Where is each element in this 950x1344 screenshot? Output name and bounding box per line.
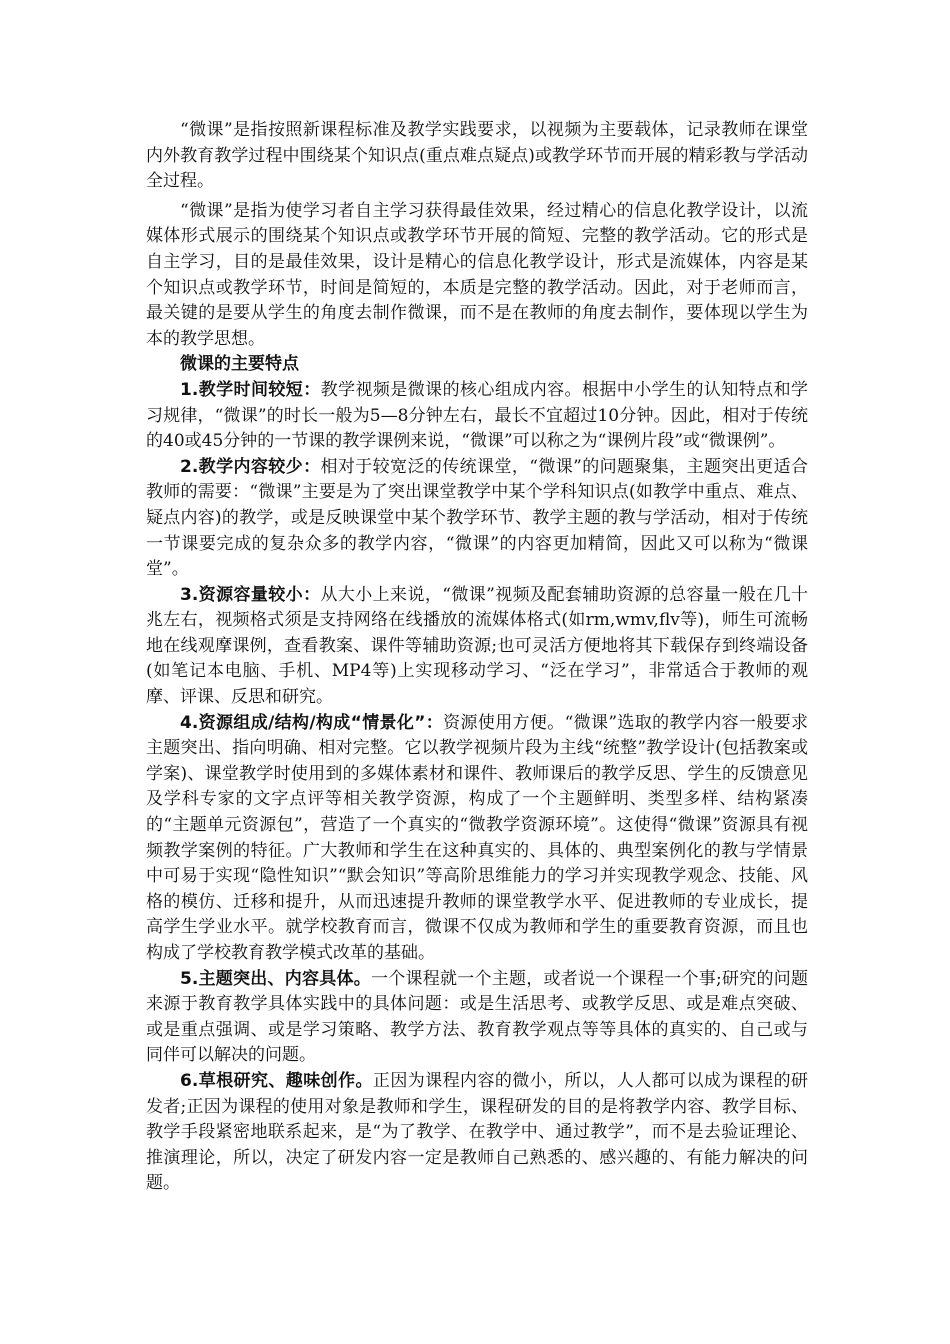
feature-paragraph-1 [146,378,808,455]
feature-text: 相对于较宽泛的传统课堂，“微课”的问题聚集，主题突出更适合教师的需要：“微课”主要是为了突出课堂教学中某个学科知识点(如教学中重点、难点、疑点内容)的教学，或是反映课堂中某个教学环节、教学主题的教与学活动，相对于传统一节课要完成的复杂众多的教学内容，“微课”的内容更加精简，因此又可以称为“微课堂”。 [146,456,808,580]
feature-text: 正因为课程内容的微小，所以，人人都可以成为课程的研发者;正因为课程的使用对象是教师和学生，课程研发的目的是将教学内容、教学目标、教学手段紧密地联系起来，是“为了教学、在教学中、通过教学”，而不是去验证理论、推演理论，所以，决定了研发内容一定是教师自己熟悉的、感兴趣的、有能力解决的问题。 [146,1070,809,1194]
feature-text: 教学视频是微课的核心组成内容。根据中小学生的认知特点和学习规律，“微课”的时长一般为5—8分钟左右，最长不宜超过10分钟。因此，相对于传统的40或45分钟的一节课的教学课例来说，“微课”可以称之为“课例片段”或“微课例”。 [146,379,808,452]
feature-lead: 6.草根研究、趣味创作。 [180,1070,373,1091]
feature-paragraph-6 [146,1069,808,1197]
document-body [146,118,808,1197]
intro-paragraph-1: “微课”是指按照新课程标准及教学实践要求，以视频为主要载体，记录教师在课堂内外教育教学过程中围绕某个知识点(重点难点疑点)或教学环节而开展的精彩教与学活动全过程。 [146,120,808,192]
feature-paragraph-4 [146,711,808,967]
intro-paragraph-2: “微课”是指为使学习者自主学习获得最佳效果，经过精心的信息化教学设计，以流媒体形式展示的围绕某个知识点或教学环节开展的简短、完整的教学活动。它的形式是自主学习，目的是最佳效果，设计是精心的信息化教学设计，形式是流媒体，内容是某个知识点或教学环节，时间是简短的，本质是完整的教学活动。因此，对于老师而言，最关键的是要从学生的角度去制作微课，而不是在教师的角度去制作，要体现以学生为本的教学思想。 [146,200,808,349]
feature-text: 资源使用方便。“微课”选取的教学内容一般要求主题突出、指向明确、相对完整。它以教学视频片段为主线“统整”教学设计(包括教案或学案)、课堂教学时使用到的多媒体素材和课件、教师课后的教学反思、学生的反馈意见及学科专家的文字点评等相关教学资源，构成了一个主题鲜明、类型多样、结构紧凑的“主题单元资源包”，营造了一个真实的“微教学资源环境”。这使得“微课”资源具有视频教学案例的特征。广大教师和学生在这种真实的、具体的、典型案例化的教与学情景中可易于实现“隐性知识”“默会知识”等高阶思维能力的学习并实现教学观念、技能、风格的模仿、迁移和提升，从而迅速提升教师的课堂教学水平、促进教师的专业成长，提高学生学业水平。就学校教育而言，微课不仅成为教师和学生的重要教育资源，而且也构成了学校教育教学模式改革的基础。 [146,712,808,963]
feature-lead: 4.资源组成/结构/构成“情景化”： [180,712,444,733]
feature-lead: 2.教学内容较少： [180,456,321,477]
feature-lead: 1.教学时间较短： [180,379,321,400]
feature-text: 从大小上来说，“微课”视频及配套辅助资源的总容量一般在几十兆左右，视频格式须是支持网络在线播放的流媒体格式(如rm,wmv,flv等)，师生可流畅地在线观摩课例，查看教案、课件等辅助资源;也可灵活方便地将其下载保存到终端设备(如笔记本电脑、手机、MP4等)上实现移动学习、“泛在学习”，非常适合于教师的观摩、评课、反思和研究。 [146,584,808,708]
feature-paragraph-2 [146,455,808,583]
feature-lead: 5.主题突出、内容具体。 [180,968,372,989]
feature-text: 一个课程就一个主题，或者说一个课程一个事;研究的问题来源于教育教学具体实践中的具体问题：或是生活思考、或教学反思、或是难点突破、或是重点强调、或是学习策略、教学方法、教育教学观点等等具体的真实的、自己或与同伴可以解决的问题。 [146,968,808,1066]
feature-paragraph-5 [146,967,808,1069]
feature-paragraph-3 [146,583,808,711]
section-heading: 微课的主要特点 [180,354,299,375]
feature-lead: 3.资源容量较小： [180,584,321,605]
